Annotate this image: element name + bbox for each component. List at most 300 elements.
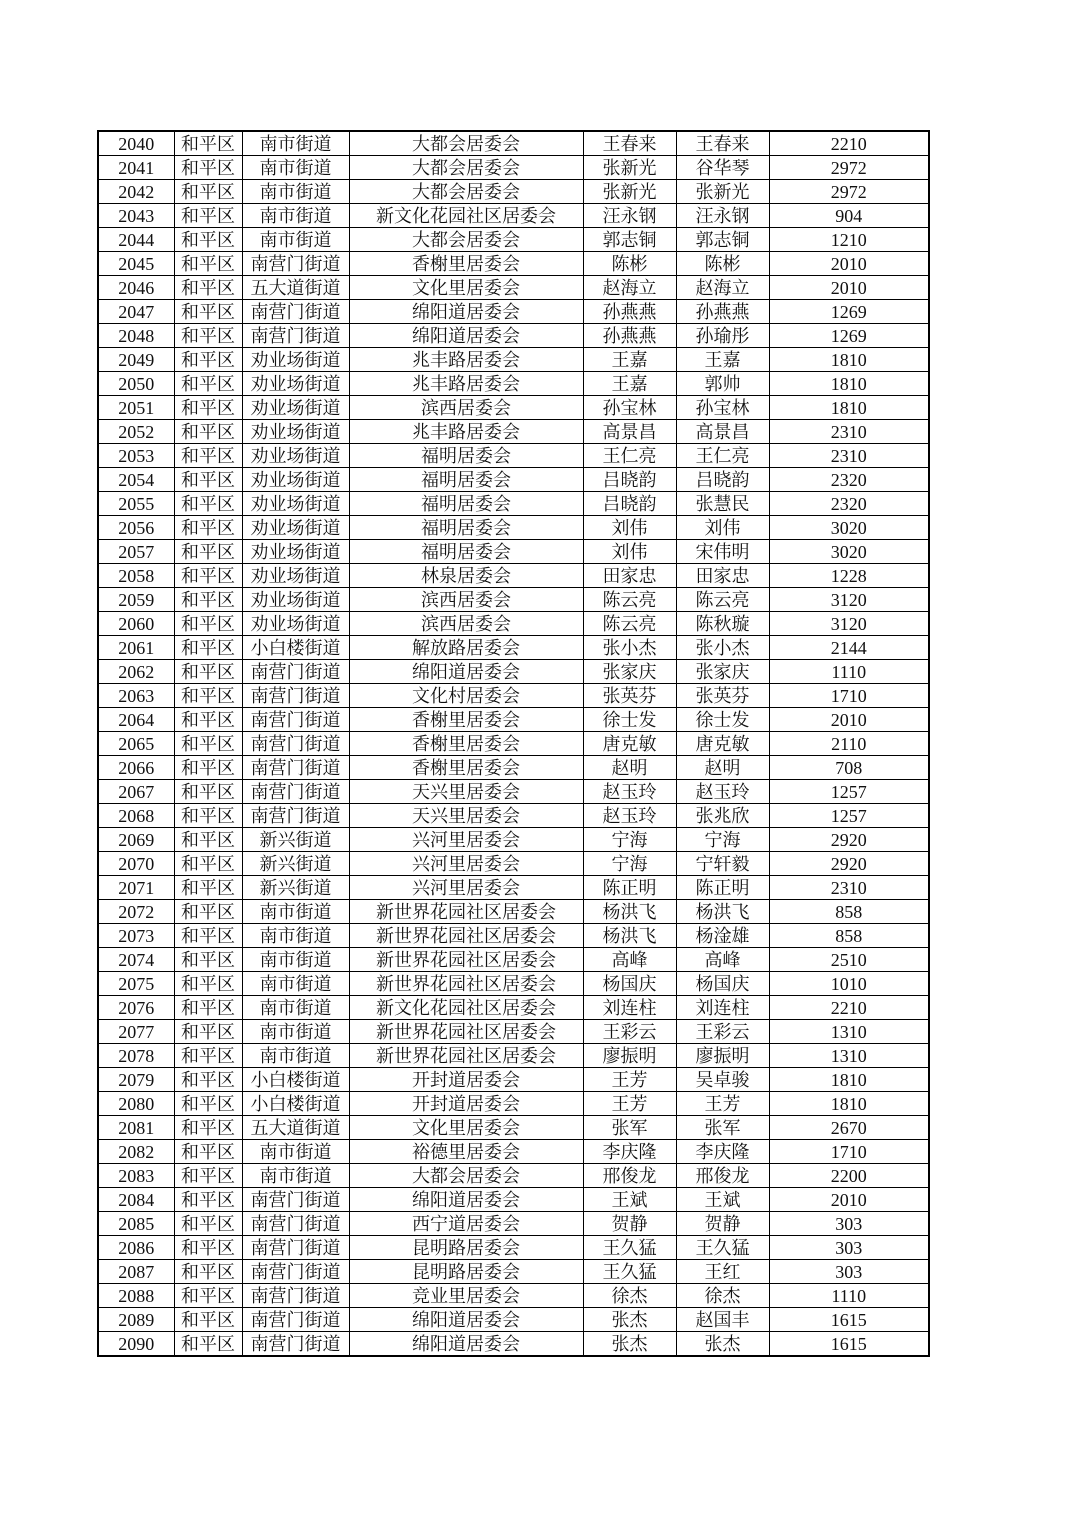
street-cell: 南营门街道 <box>242 660 349 684</box>
household-head-cell: 孙燕燕 <box>583 324 676 348</box>
committee-cell: 绵阳道居委会 <box>349 660 583 684</box>
district-cell: 和平区 <box>174 588 242 612</box>
table-row <box>98 876 929 900</box>
household-head-cell: 吕晓韵 <box>583 492 676 516</box>
person-name-cell: 吴卓骏 <box>676 1068 769 1092</box>
district-cell: 和平区 <box>174 1260 242 1284</box>
street-cell: 南营门街道 <box>242 804 349 828</box>
person-name-cell: 徐杰 <box>676 1284 769 1308</box>
street-cell: 南营门街道 <box>242 780 349 804</box>
person-name-cell: 宋伟明 <box>676 540 769 564</box>
household-head-cell: 王彩云 <box>583 1020 676 1044</box>
district-cell: 和平区 <box>174 1308 242 1332</box>
table-row <box>98 324 929 348</box>
street-cell: 五大道街道 <box>242 1116 349 1140</box>
table-row <box>98 660 929 684</box>
street-cell: 南营门街道 <box>242 300 349 324</box>
table-row <box>98 1236 929 1260</box>
household-head-cell: 孙燕燕 <box>583 300 676 324</box>
street-cell: 南营门街道 <box>242 708 349 732</box>
person-name-cell: 吕晓韵 <box>676 468 769 492</box>
amount-cell: 303 <box>769 1260 929 1284</box>
district-cell: 和平区 <box>174 252 242 276</box>
table-row <box>98 252 929 276</box>
household-head-cell: 吕晓韵 <box>583 468 676 492</box>
row-number-cell: 2055 <box>98 492 174 516</box>
household-head-cell: 宁海 <box>583 828 676 852</box>
amount-cell: 2010 <box>769 252 929 276</box>
household-head-cell: 徐士发 <box>583 708 676 732</box>
household-head-cell: 刘连柱 <box>583 996 676 1020</box>
person-name-cell: 张慧民 <box>676 492 769 516</box>
row-number-cell: 2076 <box>98 996 174 1020</box>
committee-cell: 绵阳道居委会 <box>349 1308 583 1332</box>
household-head-cell: 郭志铜 <box>583 228 676 252</box>
person-name-cell: 廖振明 <box>676 1044 769 1068</box>
household-head-cell: 陈正明 <box>583 876 676 900</box>
household-head-cell: 赵海立 <box>583 276 676 300</box>
household-head-cell: 陈云亮 <box>583 612 676 636</box>
street-cell: 劝业场街道 <box>242 348 349 372</box>
committee-cell: 绵阳道居委会 <box>349 300 583 324</box>
person-name-cell: 张家庆 <box>676 660 769 684</box>
table-row <box>98 1020 929 1044</box>
table-body <box>98 131 929 1356</box>
street-cell: 南市街道 <box>242 948 349 972</box>
district-cell: 和平区 <box>174 1020 242 1044</box>
row-number-cell: 2063 <box>98 684 174 708</box>
committee-cell: 兆丰路居委会 <box>349 372 583 396</box>
row-number-cell: 2082 <box>98 1140 174 1164</box>
person-name-cell: 赵明 <box>676 756 769 780</box>
amount-cell: 1228 <box>769 564 929 588</box>
person-name-cell: 高景昌 <box>676 420 769 444</box>
person-name-cell: 赵海立 <box>676 276 769 300</box>
person-name-cell: 赵玉玲 <box>676 780 769 804</box>
row-number-cell: 2049 <box>98 348 174 372</box>
committee-cell: 新文化花园社区居委会 <box>349 204 583 228</box>
person-name-cell: 陈云亮 <box>676 588 769 612</box>
district-cell: 和平区 <box>174 1164 242 1188</box>
committee-cell: 大都会居委会 <box>349 156 583 180</box>
street-cell: 劝业场街道 <box>242 612 349 636</box>
row-number-cell: 2040 <box>98 131 174 156</box>
household-head-cell: 张军 <box>583 1116 676 1140</box>
committee-cell: 竞业里居委会 <box>349 1284 583 1308</box>
amount-cell: 1257 <box>769 780 929 804</box>
household-head-cell: 邢俊龙 <box>583 1164 676 1188</box>
street-cell: 小白楼街道 <box>242 1068 349 1092</box>
amount-cell: 1615 <box>769 1332 929 1357</box>
district-cell: 和平区 <box>174 420 242 444</box>
table-row <box>98 348 929 372</box>
household-head-cell: 张家庆 <box>583 660 676 684</box>
amount-cell: 1810 <box>769 348 929 372</box>
row-number-cell: 2072 <box>98 900 174 924</box>
table-row <box>98 204 929 228</box>
district-cell: 和平区 <box>174 564 242 588</box>
committee-cell: 文化里居委会 <box>349 1116 583 1140</box>
household-head-cell: 唐克敏 <box>583 732 676 756</box>
person-name-cell: 杨国庆 <box>676 972 769 996</box>
committee-cell: 裕德里居委会 <box>349 1140 583 1164</box>
district-cell: 和平区 <box>174 276 242 300</box>
street-cell: 劝业场街道 <box>242 396 349 420</box>
table-row <box>98 996 929 1020</box>
row-number-cell: 2086 <box>98 1236 174 1260</box>
district-cell: 和平区 <box>174 396 242 420</box>
person-name-cell: 李庆隆 <box>676 1140 769 1164</box>
household-head-cell: 王芳 <box>583 1068 676 1092</box>
table-row <box>98 1164 929 1188</box>
district-cell: 和平区 <box>174 1332 242 1357</box>
street-cell: 南市街道 <box>242 131 349 156</box>
committee-cell: 新世界花园社区居委会 <box>349 1044 583 1068</box>
household-head-cell: 杨洪飞 <box>583 924 676 948</box>
household-head-cell: 孙宝林 <box>583 396 676 420</box>
amount-cell: 2144 <box>769 636 929 660</box>
amount-cell: 2210 <box>769 131 929 156</box>
row-number-cell: 2064 <box>98 708 174 732</box>
person-name-cell: 陈秋璇 <box>676 612 769 636</box>
household-head-cell: 张新光 <box>583 180 676 204</box>
table-row <box>98 780 929 804</box>
person-name-cell: 宁轩毅 <box>676 852 769 876</box>
person-name-cell: 王嘉 <box>676 348 769 372</box>
street-cell: 劝业场街道 <box>242 588 349 612</box>
table-row <box>98 372 929 396</box>
household-head-cell: 张英芬 <box>583 684 676 708</box>
committee-cell: 兴河里居委会 <box>349 876 583 900</box>
row-number-cell: 2079 <box>98 1068 174 1092</box>
person-name-cell: 郭志铜 <box>676 228 769 252</box>
table-row <box>98 492 929 516</box>
district-cell: 和平区 <box>174 180 242 204</box>
household-head-cell: 贺静 <box>583 1212 676 1236</box>
street-cell: 南市街道 <box>242 228 349 252</box>
row-number-cell: 2052 <box>98 420 174 444</box>
amount-cell: 1269 <box>769 300 929 324</box>
district-cell: 和平区 <box>174 300 242 324</box>
row-number-cell: 2058 <box>98 564 174 588</box>
amount-cell: 3020 <box>769 540 929 564</box>
committee-cell: 文化里居委会 <box>349 276 583 300</box>
street-cell: 南市街道 <box>242 156 349 180</box>
street-cell: 南市街道 <box>242 1164 349 1188</box>
person-name-cell: 孙宝林 <box>676 396 769 420</box>
street-cell: 南营门街道 <box>242 1212 349 1236</box>
amount-cell: 1710 <box>769 1140 929 1164</box>
district-cell: 和平区 <box>174 972 242 996</box>
street-cell: 南市街道 <box>242 900 349 924</box>
row-number-cell: 2041 <box>98 156 174 180</box>
amount-cell: 1269 <box>769 324 929 348</box>
row-number-cell: 2047 <box>98 300 174 324</box>
household-head-cell: 高景昌 <box>583 420 676 444</box>
row-number-cell: 2085 <box>98 1212 174 1236</box>
table-row <box>98 732 929 756</box>
table-row <box>98 516 929 540</box>
district-cell: 和平区 <box>174 1212 242 1236</box>
row-number-cell: 2048 <box>98 324 174 348</box>
committee-cell: 兴河里居委会 <box>349 828 583 852</box>
district-cell: 和平区 <box>174 780 242 804</box>
street-cell: 劝业场街道 <box>242 564 349 588</box>
amount-cell: 1210 <box>769 228 929 252</box>
table-row <box>98 924 929 948</box>
table-row <box>98 468 929 492</box>
household-head-cell: 张新光 <box>583 156 676 180</box>
street-cell: 南市街道 <box>242 204 349 228</box>
district-cell: 和平区 <box>174 756 242 780</box>
district-cell: 和平区 <box>174 996 242 1020</box>
household-head-cell: 王芳 <box>583 1092 676 1116</box>
person-name-cell: 宁海 <box>676 828 769 852</box>
district-cell: 和平区 <box>174 852 242 876</box>
household-head-cell: 王久猛 <box>583 1236 676 1260</box>
amount-cell: 904 <box>769 204 929 228</box>
table-row <box>98 948 929 972</box>
committee-cell: 绵阳道居委会 <box>349 324 583 348</box>
household-head-cell: 陈云亮 <box>583 588 676 612</box>
amount-cell: 2110 <box>769 732 929 756</box>
street-cell: 南营门街道 <box>242 1308 349 1332</box>
district-cell: 和平区 <box>174 612 242 636</box>
household-head-cell: 杨洪飞 <box>583 900 676 924</box>
amount-cell: 3120 <box>769 588 929 612</box>
street-cell: 南营门街道 <box>242 684 349 708</box>
committee-cell: 大都会居委会 <box>349 1164 583 1188</box>
household-head-cell: 赵玉玲 <box>583 804 676 828</box>
committee-cell: 滨西居委会 <box>349 612 583 636</box>
person-name-cell: 张新光 <box>676 180 769 204</box>
row-number-cell: 2044 <box>98 228 174 252</box>
amount-cell: 3020 <box>769 516 929 540</box>
table-row <box>98 756 929 780</box>
person-name-cell: 张小杰 <box>676 636 769 660</box>
household-head-cell: 杨国庆 <box>583 972 676 996</box>
committee-cell: 大都会居委会 <box>349 228 583 252</box>
row-number-cell: 2089 <box>98 1308 174 1332</box>
table-row <box>98 708 929 732</box>
street-cell: 南营门街道 <box>242 252 349 276</box>
person-name-cell: 王彩云 <box>676 1020 769 1044</box>
row-number-cell: 2069 <box>98 828 174 852</box>
table-row <box>98 156 929 180</box>
row-number-cell: 2075 <box>98 972 174 996</box>
amount-cell: 1810 <box>769 396 929 420</box>
table-row <box>98 396 929 420</box>
district-cell: 和平区 <box>174 1140 242 1164</box>
row-number-cell: 2057 <box>98 540 174 564</box>
amount-cell: 2510 <box>769 948 929 972</box>
committee-cell: 福明居委会 <box>349 468 583 492</box>
district-cell: 和平区 <box>174 732 242 756</box>
table-row <box>98 1092 929 1116</box>
amount-cell: 2972 <box>769 156 929 180</box>
row-number-cell: 2059 <box>98 588 174 612</box>
person-name-cell: 高峰 <box>676 948 769 972</box>
committee-cell: 滨西居委会 <box>349 396 583 420</box>
person-name-cell: 赵国丰 <box>676 1308 769 1332</box>
household-head-cell: 王嘉 <box>583 348 676 372</box>
row-number-cell: 2068 <box>98 804 174 828</box>
amount-cell: 1010 <box>769 972 929 996</box>
committee-cell: 兆丰路居委会 <box>349 348 583 372</box>
amount-cell: 303 <box>769 1236 929 1260</box>
amount-cell: 2920 <box>769 828 929 852</box>
row-number-cell: 2074 <box>98 948 174 972</box>
committee-cell: 香榭里居委会 <box>349 756 583 780</box>
household-head-cell: 王仁亮 <box>583 444 676 468</box>
data-table <box>97 130 930 1357</box>
amount-cell: 1710 <box>769 684 929 708</box>
committee-cell: 兴河里居委会 <box>349 852 583 876</box>
committee-cell: 滨西居委会 <box>349 588 583 612</box>
row-number-cell: 2051 <box>98 396 174 420</box>
table-row <box>98 1068 929 1092</box>
committee-cell: 福明居委会 <box>349 492 583 516</box>
committee-cell: 兆丰路居委会 <box>349 420 583 444</box>
table-row <box>98 1044 929 1068</box>
person-name-cell: 郭帅 <box>676 372 769 396</box>
person-name-cell: 贺静 <box>676 1212 769 1236</box>
district-cell: 和平区 <box>174 372 242 396</box>
amount-cell: 2920 <box>769 852 929 876</box>
table-row <box>98 1212 929 1236</box>
street-cell: 劝业场街道 <box>242 420 349 444</box>
person-name-cell: 王芳 <box>676 1092 769 1116</box>
row-number-cell: 2065 <box>98 732 174 756</box>
table-row <box>98 228 929 252</box>
table-row <box>98 420 929 444</box>
street-cell: 南市街道 <box>242 972 349 996</box>
district-cell: 和平区 <box>174 660 242 684</box>
committee-cell: 新世界花园社区居委会 <box>349 900 583 924</box>
amount-cell: 2310 <box>769 420 929 444</box>
table-row <box>98 180 929 204</box>
amount-cell: 2310 <box>769 876 929 900</box>
household-head-cell: 高峰 <box>583 948 676 972</box>
committee-cell: 新世界花园社区居委会 <box>349 972 583 996</box>
row-number-cell: 2084 <box>98 1188 174 1212</box>
person-name-cell: 张兆欣 <box>676 804 769 828</box>
row-number-cell: 2081 <box>98 1116 174 1140</box>
person-name-cell: 杨淦雄 <box>676 924 769 948</box>
table-row <box>98 564 929 588</box>
row-number-cell: 2066 <box>98 756 174 780</box>
district-cell: 和平区 <box>174 924 242 948</box>
street-cell: 南市街道 <box>242 1020 349 1044</box>
district-cell: 和平区 <box>174 684 242 708</box>
household-head-cell: 徐杰 <box>583 1284 676 1308</box>
person-name-cell: 汪永钢 <box>676 204 769 228</box>
street-cell: 南市街道 <box>242 1044 349 1068</box>
street-cell: 南营门街道 <box>242 1188 349 1212</box>
amount-cell: 2200 <box>769 1164 929 1188</box>
committee-cell: 开封道居委会 <box>349 1092 583 1116</box>
person-name-cell: 唐克敏 <box>676 732 769 756</box>
amount-cell: 1810 <box>769 1068 929 1092</box>
person-name-cell: 王斌 <box>676 1188 769 1212</box>
table-row <box>98 1116 929 1140</box>
table-row <box>98 684 929 708</box>
amount-cell: 1310 <box>769 1020 929 1044</box>
household-head-cell: 陈彬 <box>583 252 676 276</box>
street-cell: 新兴街道 <box>242 876 349 900</box>
row-number-cell: 2060 <box>98 612 174 636</box>
street-cell: 小白楼街道 <box>242 1092 349 1116</box>
row-number-cell: 2062 <box>98 660 174 684</box>
table-row <box>98 444 929 468</box>
table-row <box>98 300 929 324</box>
district-cell: 和平区 <box>174 900 242 924</box>
committee-cell: 福明居委会 <box>349 444 583 468</box>
committee-cell: 新世界花园社区居委会 <box>349 924 583 948</box>
household-head-cell: 刘伟 <box>583 516 676 540</box>
committee-cell: 新文化花园社区居委会 <box>349 996 583 1020</box>
amount-cell: 1110 <box>769 660 929 684</box>
person-name-cell: 孙瑜彤 <box>676 324 769 348</box>
table-row <box>98 900 929 924</box>
amount-cell: 858 <box>769 900 929 924</box>
household-head-cell: 王嘉 <box>583 372 676 396</box>
row-number-cell: 2083 <box>98 1164 174 1188</box>
street-cell: 劝业场街道 <box>242 540 349 564</box>
amount-cell: 2972 <box>769 180 929 204</box>
district-cell: 和平区 <box>174 516 242 540</box>
committee-cell: 林泉居委会 <box>349 564 583 588</box>
committee-cell: 香榭里居委会 <box>349 708 583 732</box>
person-name-cell: 王久猛 <box>676 1236 769 1260</box>
street-cell: 劝业场街道 <box>242 492 349 516</box>
committee-cell: 大都会居委会 <box>349 131 583 156</box>
committee-cell: 绵阳道居委会 <box>349 1332 583 1357</box>
household-head-cell: 李庆隆 <box>583 1140 676 1164</box>
row-number-cell: 2078 <box>98 1044 174 1068</box>
committee-cell: 解放路居委会 <box>349 636 583 660</box>
district-cell: 和平区 <box>174 876 242 900</box>
table-row <box>98 1188 929 1212</box>
person-name-cell: 刘伟 <box>676 516 769 540</box>
amount-cell: 1615 <box>769 1308 929 1332</box>
committee-cell: 香榭里居委会 <box>349 732 583 756</box>
household-head-cell: 赵明 <box>583 756 676 780</box>
table-row <box>98 972 929 996</box>
street-cell: 劝业场街道 <box>242 516 349 540</box>
amount-cell: 3120 <box>769 612 929 636</box>
district-cell: 和平区 <box>174 1092 242 1116</box>
amount-cell: 1810 <box>769 1092 929 1116</box>
person-name-cell: 谷华琴 <box>676 156 769 180</box>
person-name-cell: 陈正明 <box>676 876 769 900</box>
person-name-cell: 张杰 <box>676 1332 769 1357</box>
household-head-cell: 张杰 <box>583 1332 676 1357</box>
district-cell: 和平区 <box>174 468 242 492</box>
household-head-cell: 王久猛 <box>583 1260 676 1284</box>
household-head-cell: 汪永钢 <box>583 204 676 228</box>
person-name-cell: 王仁亮 <box>676 444 769 468</box>
row-number-cell: 2090 <box>98 1332 174 1357</box>
row-number-cell: 2070 <box>98 852 174 876</box>
street-cell: 新兴街道 <box>242 828 349 852</box>
table-row <box>98 588 929 612</box>
amount-cell: 2310 <box>769 444 929 468</box>
street-cell: 劝业场街道 <box>242 372 349 396</box>
committee-cell: 福明居委会 <box>349 540 583 564</box>
table-row <box>98 1308 929 1332</box>
street-cell: 南营门街道 <box>242 1260 349 1284</box>
